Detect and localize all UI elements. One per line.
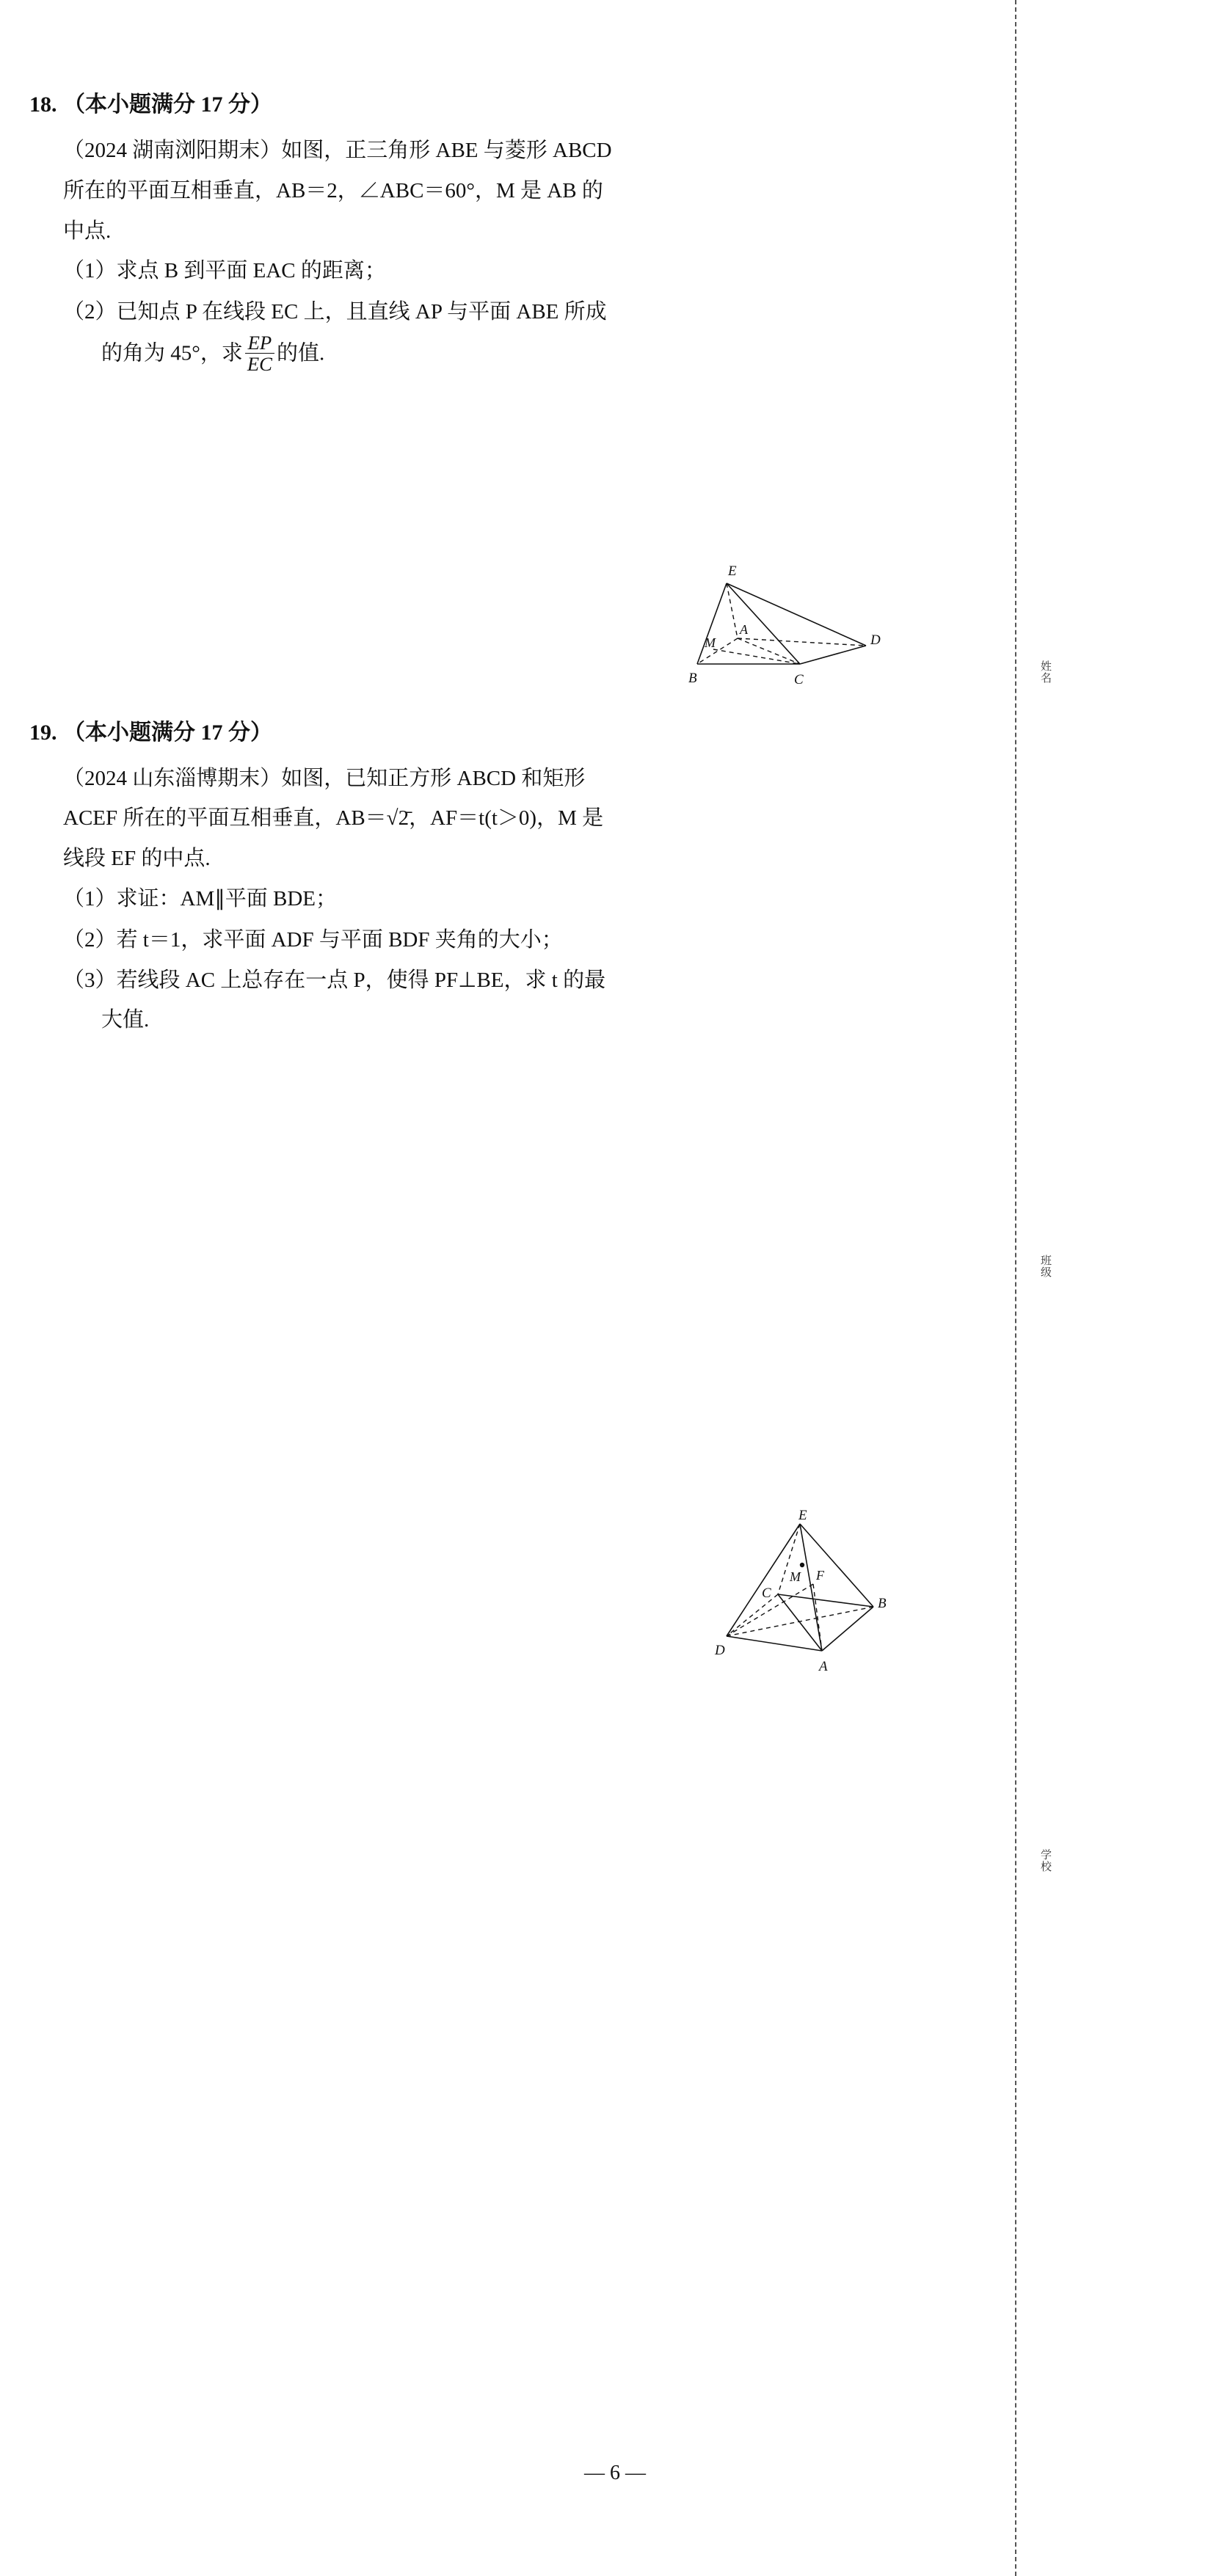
problem-18-item-2-label: （2） — [63, 299, 117, 324]
side-mark-name: 姓名 — [1039, 660, 1052, 684]
problem-18-item-2-cont-prefix: 的角为 45°，求 — [101, 340, 243, 365]
problem-18-item-2-cont — [101, 332, 944, 374]
fraction-ep-ec — [245, 332, 274, 374]
figure2-label-A: A — [819, 1659, 828, 1674]
problem-18-item-1-label: （1） — [63, 259, 117, 283]
figure2-label-F: F — [816, 1568, 824, 1583]
problem-18-stem-line2: 所在的平面互相垂直，AB＝2，∠ABC＝60°，M 是 AB 的 — [63, 178, 603, 202]
problem-19-item-1-text: 求证：AM∥平面 BDE； — [116, 886, 337, 911]
pyramid-abcde-figure — [683, 558, 991, 778]
problem-18-item-1-text: 求点 B 到平面 EAC 的距离； — [116, 259, 386, 283]
problem-18-item-2-text: 已知点 P 在线段 EC 上，且直线 AP 与平面 ABE 所成 — [116, 299, 607, 324]
problem-18-score-note: （本小题满分 17 分） — [63, 92, 272, 117]
problem-19-item-2-text: 若 t＝1，求平面 ADF 与平面 BDF 夹角的大小； — [116, 927, 563, 952]
cut-line-dashed — [1015, 0, 1016, 2576]
page-number: — 6 — — [584, 2462, 646, 2484]
problem-19-number: 19. — [29, 720, 57, 745]
figure2-label-E: E — [798, 1508, 807, 1523]
problem-19-item-3-cont: 大值. — [101, 1007, 150, 1032]
figure2-label-B: B — [878, 1596, 887, 1611]
figure2-label-D: D — [715, 1643, 725, 1658]
problem-19-stem-line2: ACEF 所在的平面互相垂直，AB＝√2̄，AF＝t(t＞0)，M 是 — [63, 806, 604, 831]
problem-19-item-3-text: 若线段 AC 上总存在一点 P，使得 PF⊥BE，求 t 的最 — [116, 968, 606, 993]
problem-19-item-2 — [63, 921, 944, 960]
figure2-label-M: M — [790, 1569, 801, 1584]
problem-19-stem-line3: 线段 EF 的中点. — [63, 847, 211, 871]
problem-19-item-1-label: （1） — [63, 886, 117, 911]
problem-19-source: （2024 山东淄博期末） — [63, 766, 282, 790]
problem-18-item-1 — [63, 252, 944, 291]
problem-18-heading — [29, 88, 998, 121]
problem-18 — [29, 88, 998, 374]
problem-18-item-2-cont-suffix: 的值. — [276, 340, 325, 365]
problem-18-item-2 — [63, 293, 944, 374]
figure2-label-C: C — [762, 1586, 771, 1601]
figure1-label-B: B — [688, 671, 697, 686]
problem-18-number: 18. — [29, 92, 57, 117]
problem-18-source: （2024 湖南浏阳期末） — [63, 139, 282, 162]
problem-18-stem-line1 — [63, 131, 944, 170]
problem-19-item-2-label: （2） — [63, 927, 117, 952]
figure1-label-E: E — [728, 563, 737, 579]
fraction-denominator: EC — [245, 353, 274, 374]
solid-acef-abcd-figure — [705, 1508, 998, 1772]
problem-19-item-3-label: （3） — [63, 968, 117, 993]
figure1-label-D: D — [870, 632, 881, 648]
problem-19-item-3 — [63, 961, 944, 1040]
figure1-label-A: A — [740, 622, 748, 637]
fraction-numerator: EP — [247, 331, 272, 354]
problem-19-item-1 — [63, 880, 944, 919]
problem-19-score-note: （本小题满分 17 分） — [63, 720, 272, 745]
figure1-label-C: C — [794, 672, 804, 687]
problem-18-stem-text1: 如图，正三角形 ABE 与菱形 ABCD — [281, 139, 612, 162]
figure2-point-M — [800, 1563, 804, 1567]
side-mark-class: 班级 — [1039, 1255, 1052, 1278]
problem-19-stem-text1: 如图，已知正方形 ABCD 和矩形 — [281, 766, 586, 790]
figure1-label-M: M — [705, 635, 716, 650]
side-mark-school: 学校 — [1039, 1849, 1052, 1872]
problem-18-stem-line3: 中点. — [63, 219, 112, 243]
